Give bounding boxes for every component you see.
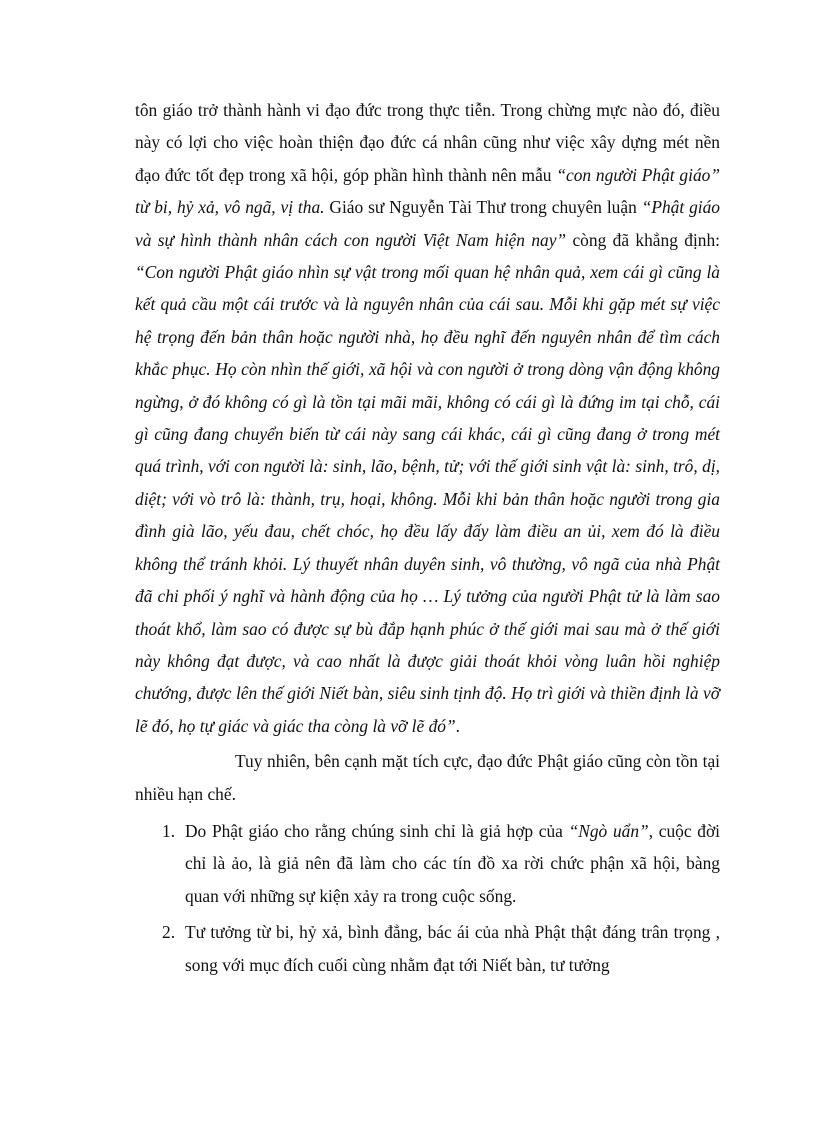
italic-phrase-1: “con người Phật giáo” từ bi, hỷ xả, vô ngã, vị tha. [135, 164, 721, 218]
list-text-end: , cuộc đời chỉ là ảo, là giả nên đã làm cho các tín đồ xa rời chức phận xã hội, bàng quan với những sự kiện xảy ra trong cuộc sống. [185, 820, 720, 906]
text-run-1: tôn giáo trở thành hành vi đạo đức trong thực tiễn. Trong chừng mực nào đó, điều này có lợi cho việc hoàn thiện đạo đức cá nhân cũng như việc xây dựng mét nền đạo đức tốt đẹp trong xã hội, góp phần hình thành nên mẫu [135, 100, 720, 185]
italic-quotation: “Con người Phật giáo nhìn sự vật trong mối quan hệ nhân quả, xem cái gì cũng là kết quả cầu một cái trước và là nguyên nhân của cái sau. Mỗi khi gặp mét sự việc hệ trọng đến bản thân hoặc người nhà, họ đều nghĩ đến nguyên nhân để tìm cách khắc phục. Họ còn nhìn thế giới, xã hội và con người ở trong dòng vận động không ngừng, ở đó không có gì là tồn tại mãi mãi, không có cái gì là đứng im tại chỗ, cái gì cũng đang chuyển biến từ cái này sang cái khác, cái gì cũng đang ở trong mét quá trình, với con người là: sinh, lão, bệnh, tử; với thế giới sinh vật là: sinh, trô, dị, diệt; với vò trô là: thành, trụ, hoại, không. Mỗi khi bản thân hoặc người trong gia đình già lão, yếu đau, chết chóc, họ đều lấy đấy làm điều an ủi, xem đó là điều không thể tránh khỏi. Lý thuyết nhân duyên sinh, vô thường, vô ngã của nhà Phật đã chi phối ý nghĩ và hành động của họ … Lý tưởng của người Phật tử là làm sao thoát khổ, làm sao có được sự bù đắp hạnh phúc ở thế giới mai sau mà ở thế giới này không đạt được, và cao nhất là được giải thoát khỏi vòng luân hồi nghiệp chướng, được lên thế giới Niết bàn, siêu sinh tịnh độ. Họ trì giới và thiền định là vỡ lẽ đó, họ tự giác và giác tha còng là vỡ lẽ đó” [135, 262, 720, 736]
list-item-1 [135, 815, 720, 912]
text-run-4: . [455, 715, 460, 736]
list-italic: “Ngò uẩn” [568, 820, 649, 841]
list-number: 2. [162, 922, 176, 943]
text-run-3: còng đã khẳng định: [566, 229, 720, 250]
numbered-list [135, 815, 720, 981]
list-item-2 [135, 916, 720, 981]
list-text: Do Phật giáo cho rằng chúng sinh chỉ là giả hợp của [185, 820, 569, 841]
text-run-2: Giáo sư Nguyễn Tài Thư trong chuyên luận [324, 197, 642, 218]
document-body [135, 94, 720, 985]
body-paragraph-2: Tuy nhiên, bên cạnh mặt tích cực, đạo đức Phật giáo cũng còn tồn tại nhiều hạn chế. [135, 751, 720, 804]
italic-work-title: “Phật giáo và sự hình thành nhân cách con người Việt Nam hiện nay” [135, 197, 720, 250]
list-text: Tư tưởng từ bi, hỷ xả, bình đẳng, bác ái của nhà Phật thật đáng trân trọng , song với mục đích cuối cùng nhằm đạt tới Niết bàn, tư tưởng [185, 922, 720, 975]
list-number: 1. [162, 820, 176, 841]
body-paragraph-1 [135, 94, 720, 742]
